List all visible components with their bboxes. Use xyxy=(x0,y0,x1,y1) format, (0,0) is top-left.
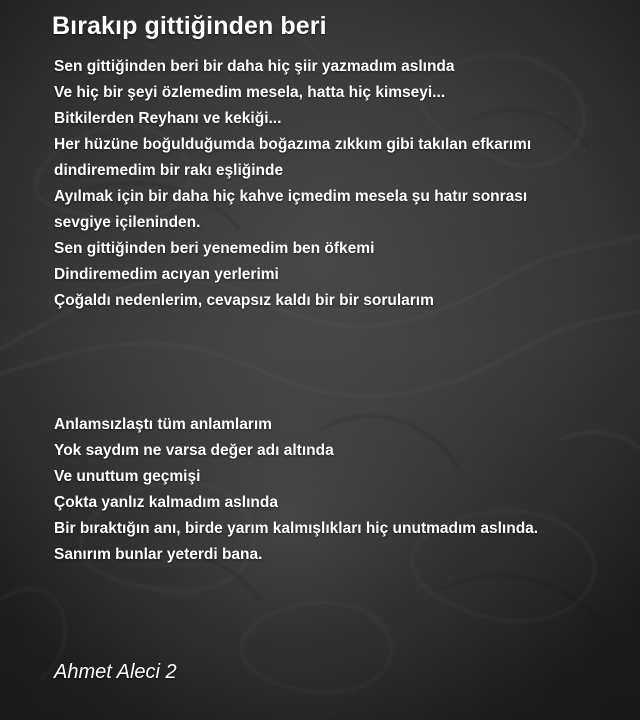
poem-line: dindiremedim bir rakı eşliğinde xyxy=(54,162,284,179)
poem-stanza-2 xyxy=(54,412,614,568)
poem-line: Ve unuttum geçmişi xyxy=(54,468,201,485)
poem-line: Ayılmak için bir daha hiç kahve içmedim mesela şu hatır sonrası xyxy=(54,188,528,205)
poem-line: Sen gittiğinden beri yenemedim ben öfkemi xyxy=(54,240,375,257)
poem-line: Bitkilerden Reyhanı ve kekiği... xyxy=(54,110,282,127)
poem-title: Bırakıp gittiğinden beri xyxy=(52,12,327,40)
poem-stanza-1 xyxy=(54,54,614,314)
poem-line: Çokta yanlız kalmadım aslında xyxy=(54,494,278,511)
poem-line: Anlamsızlaştı tüm anlamlarım xyxy=(54,416,272,433)
poem-line: Her hüzüne boğulduğumda boğazıma zıkkım gibi takılan efkarımı xyxy=(54,136,532,153)
poem-line: Yok saydım ne varsa değer adı altında xyxy=(54,442,334,459)
poem-line: Dindiremedim acıyan yerlerimi xyxy=(54,266,279,283)
poem-line: sevgiye içileninden. xyxy=(54,214,201,231)
poem-line: Ve hiç bir şeyi özlemedim mesela, hatta hiç kimseyi... xyxy=(54,84,446,101)
poem-line: Bir bıraktığın anı, birde yarım kalmışlıkları hiç unutmadım aslında. xyxy=(54,520,539,537)
poem-line: Sanırım bunlar yeterdi bana. xyxy=(54,546,263,563)
poem-author: Ahmet Aleci 2 xyxy=(54,661,177,683)
poem-line: Çoğaldı nedenlerim, cevapsız kaldı bir bir sorularım xyxy=(54,292,434,309)
poem-line: Sen gittiğinden beri bir daha hiç şiir yazmadım aslında xyxy=(54,58,455,75)
